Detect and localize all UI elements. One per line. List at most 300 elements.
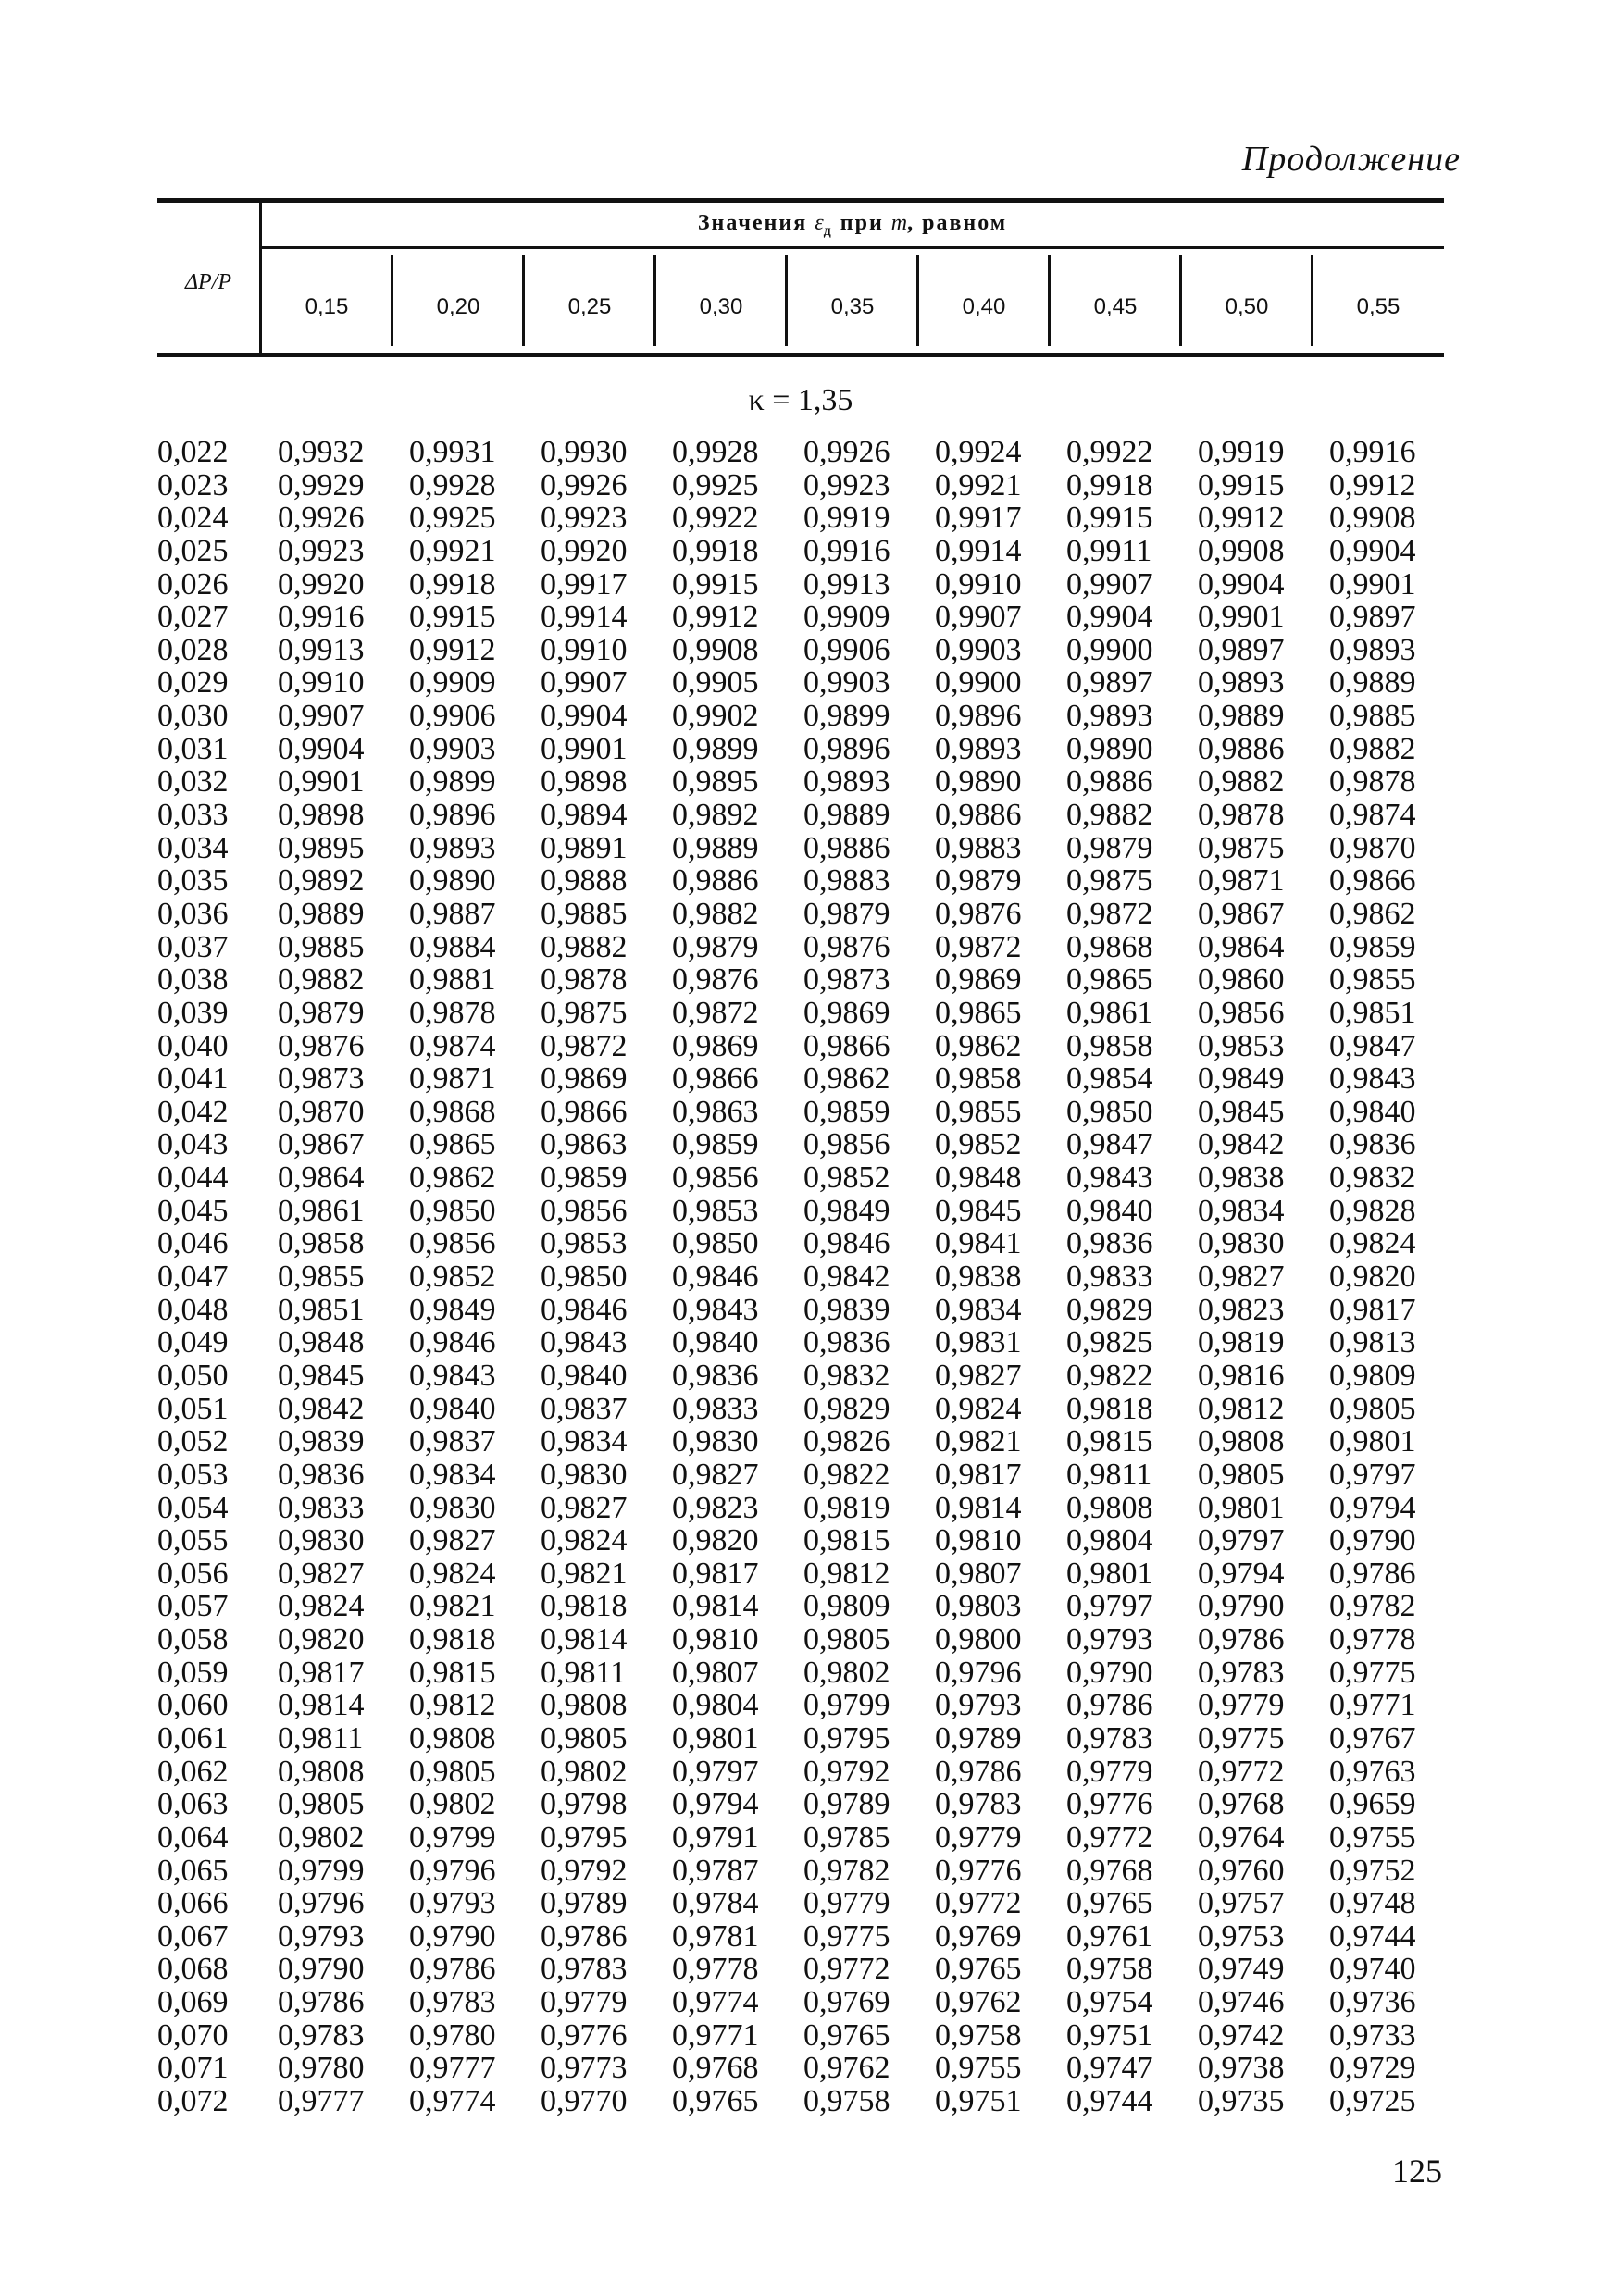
table-row	[157, 2084, 1453, 2117]
value-cell: 0,9893	[1066, 699, 1153, 734]
value-cell: 0,9834	[1198, 1193, 1285, 1228]
table-row	[157, 468, 1453, 502]
value-cell: 0,9886	[672, 863, 759, 899]
value-cell: 0,9818	[1066, 1391, 1153, 1426]
value-cell: 0,9817	[935, 1457, 1022, 1492]
row-label-cell: 0,042	[157, 1094, 229, 1129]
value-cell: 0,9834	[935, 1292, 1022, 1327]
table-row	[157, 1589, 1453, 1622]
value-cell: 0,9865	[935, 995, 1022, 1030]
value-cell: 0,9757	[1198, 1886, 1285, 1921]
continuation-label: Продолжение	[1241, 140, 1461, 179]
value-cell: 0,9852	[803, 1160, 890, 1196]
value-cell: 0,9790	[278, 1952, 365, 1987]
row-label-cell: 0,029	[157, 665, 229, 701]
row-label-cell: 0,063	[157, 1787, 229, 1822]
table-row	[157, 699, 1453, 732]
value-cell: 0,9908	[1198, 533, 1285, 568]
value-cell: 0,9889	[672, 830, 759, 865]
value-cell: 0,9865	[409, 1127, 496, 1162]
value-cell: 0,9783	[1066, 1720, 1153, 1756]
value-cell: 0,9784	[672, 1886, 759, 1921]
value-cell: 0,9839	[278, 1424, 365, 1459]
value-cell: 0,9778	[1329, 1622, 1416, 1657]
value-cell: 0,9783	[935, 1787, 1022, 1822]
value-cell: 0,9853	[541, 1226, 628, 1261]
table-row	[157, 534, 1453, 567]
value-cell: 0,9811	[541, 1655, 627, 1690]
value-cell: 0,9778	[672, 1952, 759, 1987]
table-row	[157, 1688, 1453, 1721]
value-cell: 0,9862	[409, 1160, 496, 1196]
value-cell: 0,9812	[1198, 1391, 1285, 1426]
table-row	[157, 930, 1453, 963]
value-cell: 0,9775	[1198, 1720, 1285, 1756]
value-cell: 0,9828	[1329, 1193, 1416, 1228]
header-bottom-rule	[157, 353, 1444, 357]
value-cell: 0,9753	[1198, 1918, 1285, 1954]
value-cell: 0,9872	[935, 929, 1022, 964]
value-cell: 0,9813	[1329, 1325, 1416, 1360]
row-label-cell: 0,053	[157, 1457, 229, 1492]
value-cell: 0,9868	[1066, 929, 1153, 964]
value-cell: 0,9755	[1329, 1819, 1416, 1855]
value-cell: 0,9776	[1066, 1787, 1153, 1822]
value-cell: 0,9801	[1066, 1556, 1153, 1591]
value-cell: 0,9859	[672, 1127, 759, 1162]
value-cell: 0,9871	[1198, 863, 1285, 899]
value-cell: 0,9872	[672, 995, 759, 1030]
value-cell: 0,9820	[1329, 1260, 1416, 1295]
table-row	[157, 1293, 1453, 1326]
row-label-cell: 0,044	[157, 1160, 229, 1196]
value-cell: 0,9869	[935, 962, 1022, 998]
value-cell: 0,9797	[1329, 1457, 1416, 1492]
value-cell: 0,9829	[1066, 1292, 1153, 1327]
row-label-cell: 0,056	[157, 1556, 229, 1591]
value-cell: 0,9930	[541, 435, 628, 469]
table-row	[157, 1820, 1453, 1854]
value-cell: 0,9876	[935, 896, 1022, 931]
value-cell: 0,9889	[1198, 699, 1285, 734]
value-cell: 0,9856	[672, 1160, 759, 1196]
value-cell: 0,9786	[935, 1754, 1022, 1789]
value-cell: 0,9815	[1066, 1424, 1153, 1459]
value-cell: 0,9853	[1198, 1028, 1285, 1063]
value-cell: 0,9801	[1198, 1490, 1285, 1525]
value-cell: 0,9931	[409, 435, 496, 469]
value-cell: 0,9904	[1329, 533, 1416, 568]
row-label-cell: 0,035	[157, 863, 229, 899]
row-label-cell: 0,026	[157, 566, 229, 602]
table-row	[157, 1424, 1453, 1458]
value-cell: 0,9659	[1329, 1787, 1416, 1822]
row-label-cell: 0,046	[157, 1226, 229, 1261]
value-cell: 0,9809	[803, 1589, 890, 1624]
value-cell: 0,9821	[541, 1556, 628, 1591]
value-cell: 0,9791	[672, 1819, 759, 1855]
value-cell: 0,9843	[541, 1325, 628, 1360]
value-cell: 0,9805	[803, 1622, 890, 1657]
value-cell: 0,9923	[803, 467, 890, 503]
column-divider	[916, 255, 919, 346]
value-cell: 0,9789	[541, 1886, 628, 1921]
row-label-cell: 0,041	[157, 1061, 229, 1097]
table-row	[157, 1160, 1453, 1194]
value-cell: 0,9896	[409, 798, 496, 833]
value-cell: 0,9849	[803, 1193, 890, 1228]
value-cell: 0,9782	[1329, 1589, 1416, 1624]
value-cell: 0,9876	[672, 962, 759, 998]
table-row	[157, 2051, 1453, 2084]
value-cell: 0,9808	[1198, 1424, 1285, 1459]
value-cell: 0,9891	[541, 830, 628, 865]
value-cell: 0,9833	[1066, 1260, 1153, 1295]
value-cell: 0,9755	[935, 2051, 1022, 2086]
value-cell: 0,9819	[1198, 1325, 1285, 1360]
table-row	[157, 435, 1453, 468]
value-cell: 0,9832	[803, 1358, 890, 1393]
value-cell: 0,9836	[1329, 1127, 1416, 1162]
value-cell: 0,9786	[409, 1952, 496, 1987]
value-cell: 0,9928	[672, 435, 759, 469]
value-cell: 0,9779	[1066, 1754, 1153, 1789]
value-cell: 0,9801	[1329, 1424, 1416, 1459]
value-cell: 0,9893	[935, 731, 1022, 766]
column-divider	[785, 255, 788, 346]
value-cell: 0,9923	[541, 501, 628, 536]
value-cell: 0,9811	[278, 1720, 364, 1756]
value-cell: 0,9823	[1198, 1292, 1285, 1327]
value-cell: 0,9777	[409, 2051, 496, 2086]
value-cell: 0,9836	[672, 1358, 759, 1393]
value-cell: 0,9771	[1329, 1688, 1416, 1723]
value-cell: 0,9909	[803, 600, 890, 635]
value-cell: 0,9856	[803, 1127, 890, 1162]
value-cell: 0,9725	[1329, 2084, 1416, 2119]
table-row	[157, 863, 1453, 897]
value-cell: 0,9758	[803, 2084, 890, 2119]
column-divider	[1311, 255, 1313, 346]
value-cell: 0,9840	[672, 1325, 759, 1360]
value-cell: 0,9758	[935, 2017, 1022, 2053]
value-cell: 0,9899	[672, 731, 759, 766]
value-cell: 0,9884	[409, 929, 496, 964]
value-cell: 0,9837	[409, 1424, 496, 1459]
value-cell: 0,9749	[1198, 1952, 1285, 1987]
value-cell: 0,9826	[803, 1424, 890, 1459]
value-cell: 0,9871	[409, 1061, 496, 1097]
value-cell: 0,9920	[278, 566, 365, 602]
value-cell: 0,9842	[278, 1391, 365, 1426]
column-heading: 0,15	[305, 294, 349, 319]
value-cell: 0,9780	[409, 2017, 496, 2053]
value-cell: 0,9867	[278, 1127, 365, 1162]
value-cell: 0,9865	[1066, 962, 1153, 998]
column-heading: 0,45	[1093, 294, 1138, 319]
row-label-cell: 0,055	[157, 1523, 229, 1558]
value-cell: 0,9765	[672, 2084, 759, 2119]
value-cell: 0,9786	[1066, 1688, 1153, 1723]
epsilon-symbol: ε	[815, 211, 824, 235]
value-cell: 0,9873	[278, 1061, 365, 1097]
value-cell: 0,9893	[409, 830, 496, 865]
value-cell: 0,9777	[278, 2084, 365, 2119]
value-cell: 0,9824	[1329, 1226, 1416, 1261]
row-label-heading: ΔP/P	[184, 270, 232, 294]
value-cell: 0,9775	[803, 1918, 890, 1954]
value-cell: 0,9799	[409, 1819, 496, 1855]
row-label-cell: 0,043	[157, 1127, 229, 1162]
row-label-cell: 0,067	[157, 1918, 229, 1954]
value-cell: 0,9779	[935, 1819, 1022, 1855]
row-label-cell: 0,023	[157, 467, 229, 503]
value-cell: 0,9886	[1198, 731, 1285, 766]
value-cell: 0,9903	[803, 665, 890, 701]
value-cell: 0,9767	[1329, 1720, 1416, 1756]
value-cell: 0,9888	[541, 863, 628, 899]
table-row	[157, 1392, 1453, 1425]
value-cell: 0,9858	[935, 1061, 1022, 1097]
value-cell: 0,9926	[278, 501, 365, 536]
column-heading: 0,30	[699, 294, 743, 319]
value-cell: 0,9894	[541, 798, 628, 833]
value-cell: 0,9922	[672, 501, 759, 536]
value-cell: 0,9842	[803, 1260, 890, 1295]
value-cell: 0,9738	[1198, 2051, 1285, 2086]
table-row	[157, 1359, 1453, 1392]
row-label-cell: 0,045	[157, 1193, 229, 1228]
value-cell: 0,9890	[409, 863, 496, 899]
value-cell: 0,9874	[409, 1028, 496, 1063]
value-cell: 0,9850	[672, 1226, 759, 1261]
value-cell: 0,9821	[935, 1424, 1022, 1459]
value-cell: 0,9817	[672, 1556, 759, 1591]
value-cell: 0,9823	[672, 1490, 759, 1525]
table-row	[157, 633, 1453, 666]
value-cell: 0,9842	[1198, 1127, 1285, 1162]
value-cell: 0,9878	[1329, 764, 1416, 800]
value-cell: 0,9873	[803, 962, 890, 998]
value-cell: 0,9815	[803, 1523, 890, 1558]
value-cell: 0,9875	[1066, 863, 1153, 899]
value-cell: 0,9890	[935, 764, 1022, 800]
value-cell: 0,9904	[1198, 566, 1285, 602]
value-cell: 0,9846	[541, 1292, 628, 1327]
value-cell: 0,9900	[1066, 632, 1153, 667]
value-cell: 0,9805	[541, 1720, 628, 1756]
value-cell: 0,9851	[1329, 995, 1416, 1030]
value-cell: 0,9861	[1066, 995, 1153, 1030]
value-cell: 0,9827	[278, 1556, 365, 1591]
value-cell: 0,9830	[278, 1523, 365, 1558]
row-label-cell: 0,034	[157, 830, 229, 865]
column-divider	[653, 255, 656, 346]
table-row	[157, 1854, 1453, 1887]
table-row	[157, 1755, 1453, 1788]
value-cell: 0,9869	[672, 1028, 759, 1063]
value-cell: 0,9882	[1198, 764, 1285, 800]
value-cell: 0,9849	[409, 1292, 496, 1327]
value-cell: 0,9907	[1066, 566, 1153, 602]
value-cell: 0,9797	[672, 1754, 759, 1789]
value-cell: 0,9827	[935, 1358, 1022, 1393]
row-label-cell: 0,047	[157, 1260, 229, 1295]
value-cell: 0,9779	[803, 1886, 890, 1921]
value-cell: 0,9793	[935, 1688, 1022, 1723]
value-cell: 0,9866	[803, 1028, 890, 1063]
value-cell: 0,9790	[1198, 1589, 1285, 1624]
value-cell: 0,9783	[278, 2017, 365, 2053]
table-row	[157, 600, 1453, 633]
value-cell: 0,9867	[1198, 896, 1285, 931]
value-cell: 0,9872	[1066, 896, 1153, 931]
value-cell: 0,9861	[278, 1193, 365, 1228]
row-label-cell: 0,051	[157, 1391, 229, 1426]
row-label-cell: 0,038	[157, 962, 229, 998]
value-cell: 0,9885	[278, 929, 365, 964]
value-cell: 0,9805	[1329, 1391, 1416, 1426]
value-cell: 0,9762	[803, 2051, 890, 2086]
value-cell: 0,9760	[1198, 1853, 1285, 1888]
value-cell: 0,9843	[672, 1292, 759, 1327]
value-cell: 0,9807	[935, 1556, 1022, 1591]
value-cell: 0,9740	[1329, 1952, 1416, 1987]
value-cell: 0,9810	[672, 1622, 759, 1657]
value-cell: 0,9763	[1329, 1754, 1416, 1789]
value-cell: 0,9904	[278, 731, 365, 766]
value-cell: 0,9776	[935, 1853, 1022, 1888]
value-cell: 0,9837	[541, 1391, 628, 1426]
value-cell: 0,9907	[541, 665, 628, 701]
value-cell: 0,9869	[541, 1061, 628, 1097]
value-cell: 0,9864	[278, 1160, 365, 1196]
value-cell: 0,9850	[541, 1260, 628, 1295]
value-cell: 0,9786	[1198, 1622, 1285, 1657]
value-cell: 0,9916	[1329, 435, 1416, 469]
value-cell: 0,9906	[409, 699, 496, 734]
value-cell: 0,9751	[1066, 2017, 1153, 2053]
value-cell: 0,9925	[672, 467, 759, 503]
value-cell: 0,9834	[541, 1424, 628, 1459]
value-cell: 0,9776	[541, 2017, 628, 2053]
value-cell: 0,9840	[409, 1391, 496, 1426]
row-label-cell: 0,058	[157, 1622, 229, 1657]
row-label-cell: 0,070	[157, 2017, 229, 2053]
table-row	[157, 1787, 1453, 1820]
table-row	[157, 1656, 1453, 1689]
value-cell: 0,9754	[1066, 1985, 1153, 2020]
value-cell: 0,9915	[1066, 501, 1153, 536]
value-cell: 0,9805	[278, 1787, 365, 1822]
value-cell: 0,9858	[278, 1226, 365, 1261]
value-cell: 0,9786	[1329, 1556, 1416, 1591]
row-label-cell: 0,032	[157, 764, 229, 800]
table-row	[157, 1886, 1453, 1919]
value-cell: 0,9824	[409, 1556, 496, 1591]
value-cell: 0,9802	[803, 1655, 890, 1690]
value-cell: 0,9814	[672, 1589, 759, 1624]
column-heading: 0,55	[1356, 294, 1400, 319]
value-cell: 0,9917	[935, 501, 1022, 536]
value-cell: 0,9868	[409, 1094, 496, 1129]
value-cell: 0,9827	[541, 1490, 628, 1525]
value-cell: 0,9824	[935, 1391, 1022, 1426]
value-cell: 0,9758	[1066, 1952, 1153, 1987]
value-cell: 0,9789	[803, 1787, 890, 1822]
column-divider	[522, 255, 525, 346]
value-cell: 0,9928	[409, 467, 496, 503]
value-cell: 0,9814	[935, 1490, 1022, 1525]
value-cell: 0,9779	[541, 1985, 628, 2020]
value-cell: 0,9792	[541, 1853, 628, 1888]
value-cell: 0,9798	[541, 1787, 628, 1822]
value-cell: 0,9783	[541, 1952, 628, 1987]
value-cell: 0,9907	[935, 600, 1022, 635]
value-cell: 0,9924	[935, 435, 1022, 469]
value-cell: 0,9797	[1066, 1589, 1153, 1624]
value-cell: 0,9742	[1198, 2017, 1285, 2053]
value-cell: 0,9768	[672, 2051, 759, 2086]
value-cell: 0,9789	[935, 1720, 1022, 1756]
value-cell: 0,9810	[935, 1523, 1022, 1558]
value-cell: 0,9762	[935, 1985, 1022, 2020]
row-label-cell: 0,050	[157, 1358, 229, 1393]
column-divider	[1179, 255, 1182, 346]
value-cell: 0,9824	[541, 1523, 628, 1558]
value-cell: 0,9863	[541, 1127, 628, 1162]
value-cell: 0,9843	[1066, 1160, 1153, 1196]
value-cell: 0,9795	[803, 1720, 890, 1756]
value-cell: 0,9751	[935, 2084, 1022, 2119]
table-row	[157, 798, 1453, 831]
value-cell: 0,9769	[803, 1985, 890, 2020]
value-cell: 0,9752	[1329, 1853, 1416, 1888]
value-cell: 0,9772	[1066, 1819, 1153, 1855]
value-cell: 0,9882	[541, 929, 628, 964]
value-cell: 0,9845	[1198, 1094, 1285, 1129]
value-cell: 0,9897	[1198, 632, 1285, 667]
value-cell: 0,9913	[803, 566, 890, 602]
value-cell: 0,9852	[935, 1127, 1022, 1162]
value-cell: 0,9874	[1329, 798, 1416, 833]
row-label-cell: 0,048	[157, 1292, 229, 1327]
value-cell: 0,9859	[1329, 929, 1416, 964]
value-cell: 0,9821	[409, 1589, 496, 1624]
value-cell: 0,9827	[1198, 1260, 1285, 1295]
value-cell: 0,9893	[803, 764, 890, 800]
value-cell: 0,9916	[803, 533, 890, 568]
value-cell: 0,9833	[672, 1391, 759, 1426]
value-cell: 0,9878	[1198, 798, 1285, 833]
value-cell: 0,9879	[278, 995, 365, 1030]
value-cell: 0,9879	[672, 929, 759, 964]
value-cell: 0,9817	[278, 1655, 365, 1690]
value-cell: 0,9815	[409, 1655, 496, 1690]
row-label-cell: 0,061	[157, 1720, 229, 1756]
value-cell: 0,9892	[672, 798, 759, 833]
value-cell: 0,9855	[935, 1094, 1022, 1129]
column-divider	[391, 255, 393, 346]
value-cell: 0,9932	[278, 435, 365, 469]
value-cell: 0,9896	[803, 731, 890, 766]
value-cell: 0,9854	[1066, 1061, 1153, 1097]
value-cell: 0,9893	[1329, 632, 1416, 667]
value-cell: 0,9886	[935, 798, 1022, 833]
value-cell: 0,9793	[1066, 1622, 1153, 1657]
value-cell: 0,9921	[409, 533, 496, 568]
value-cell: 0,9862	[1329, 896, 1416, 931]
